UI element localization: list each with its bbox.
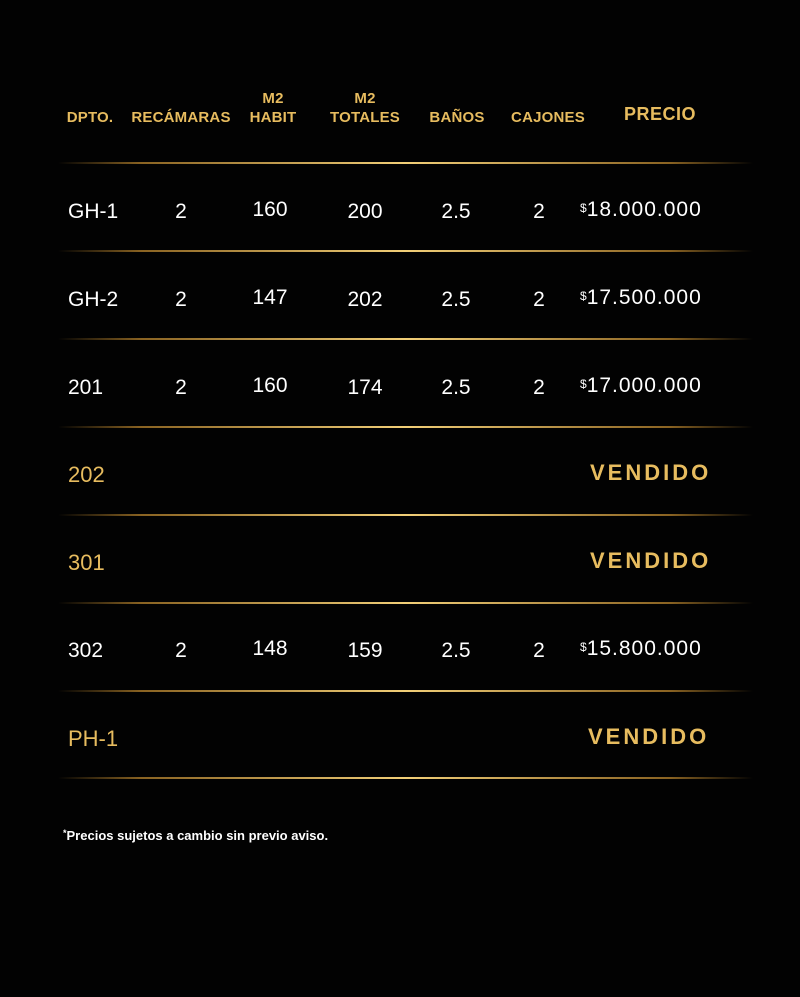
cell-precio xyxy=(580,286,702,310)
price-value: 17.000.000 xyxy=(586,374,702,397)
sold-status: VENDIDO xyxy=(590,548,712,573)
header-precio: PRECIO xyxy=(623,104,696,124)
price-value: 17.500.000 xyxy=(586,286,702,309)
cell-banos: 2.5 xyxy=(441,376,471,399)
row-divider xyxy=(58,338,753,340)
cell-dpto: 301 xyxy=(68,550,105,575)
cell-cajones: 2 xyxy=(533,288,545,311)
footnote-asterisk: * xyxy=(63,828,67,838)
currency-symbol: $ xyxy=(580,201,587,215)
row-divider xyxy=(58,250,753,252)
header-m2-habit-line1: M2 xyxy=(262,90,284,107)
cell-cajones: 2 xyxy=(533,639,545,662)
cell-precio xyxy=(580,198,702,222)
cell-m2-habit: 147 xyxy=(252,286,288,309)
header-cajones: CAJONES xyxy=(511,109,585,126)
cell-banos: 2.5 xyxy=(441,639,471,662)
header-m2-totales-line1: M2 xyxy=(354,90,376,107)
header-m2-habit-line2: HABIT xyxy=(249,109,297,126)
currency-symbol: $ xyxy=(580,377,587,391)
cell-dpto: 302 xyxy=(68,639,104,662)
cell-banos: 2.5 xyxy=(441,200,471,223)
cell-banos: 2.5 xyxy=(441,288,471,311)
cell-cajones: 2 xyxy=(533,200,545,223)
footnote-text: Precios sujetos a cambio sin previo aviso. xyxy=(66,828,329,843)
cell-dpto: PH-1 xyxy=(68,726,119,751)
cell-dpto: GH-2 xyxy=(68,288,119,311)
cell-precio xyxy=(580,374,702,398)
cell-m2-totales: 200 xyxy=(347,200,383,223)
currency-symbol: $ xyxy=(580,289,587,303)
currency-symbol: $ xyxy=(580,640,587,654)
cell-recamaras: 2 xyxy=(175,639,187,662)
sold-status: VENDIDO xyxy=(588,724,710,749)
header-dpto: DPTO. xyxy=(66,109,114,126)
cell-m2-totales: 159 xyxy=(347,639,383,662)
cell-recamaras: 2 xyxy=(175,376,187,399)
cell-m2-totales: 174 xyxy=(347,376,383,399)
cell-m2-habit: 160 xyxy=(252,198,288,221)
cell-recamaras: 2 xyxy=(175,200,187,223)
header-recamaras: RECÁMARAS xyxy=(131,109,231,126)
cell-dpto: 201 xyxy=(68,376,104,399)
cell-recamaras: 2 xyxy=(175,288,187,311)
sold-status: VENDIDO xyxy=(590,460,712,485)
header-m2-habit xyxy=(243,89,303,127)
row-divider xyxy=(58,690,753,692)
cell-m2-habit: 160 xyxy=(252,374,288,397)
footnote xyxy=(63,828,328,843)
cell-cajones: 2 xyxy=(533,376,545,399)
row-divider xyxy=(58,514,753,516)
header-m2-totales-line2: TOTALES xyxy=(329,109,400,126)
cell-dpto: 202 xyxy=(68,462,105,487)
cell-dpto: GH-1 xyxy=(68,200,119,223)
row-divider xyxy=(58,602,753,604)
cell-m2-habit: 148 xyxy=(252,637,288,660)
cell-m2-totales: 202 xyxy=(347,288,383,311)
header-banos: BAÑOS xyxy=(429,109,485,126)
price-value: 18.000.000 xyxy=(586,198,702,221)
row-divider xyxy=(58,162,753,164)
price-value: 15.800.000 xyxy=(586,637,702,660)
row-divider xyxy=(58,777,753,779)
header-m2-totales xyxy=(325,89,405,127)
cell-precio xyxy=(580,637,702,661)
row-divider xyxy=(58,426,753,428)
